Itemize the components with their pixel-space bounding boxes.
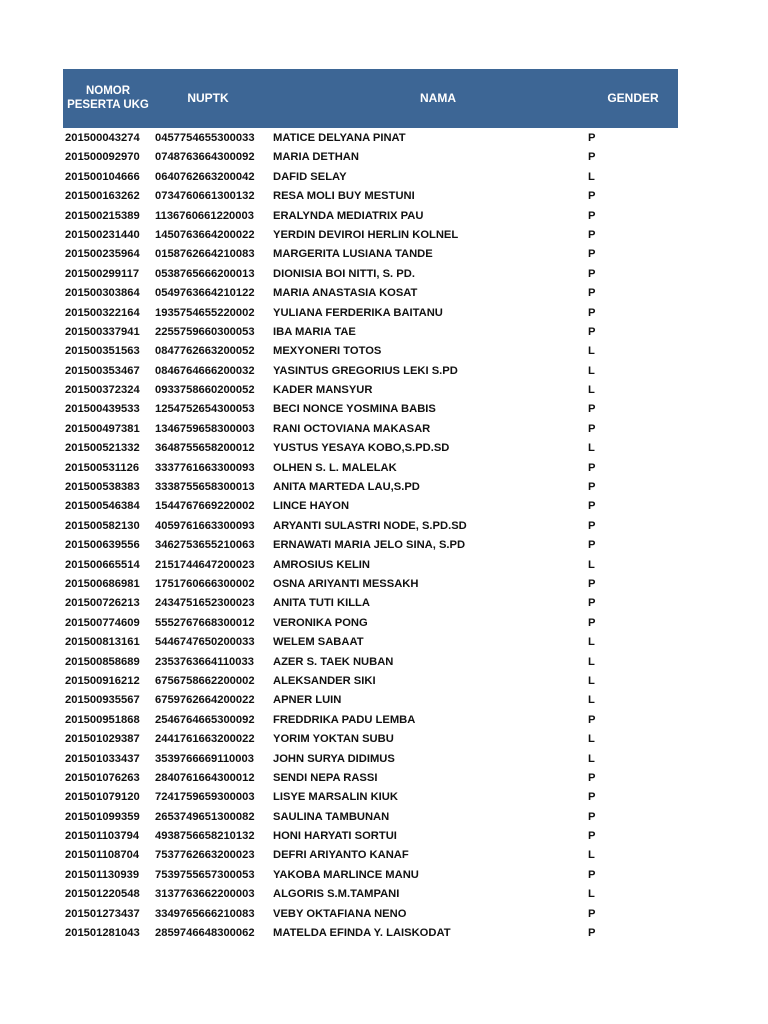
cell-gender: P xyxy=(588,190,596,203)
table-row xyxy=(63,574,678,593)
cell-nomor-peserta: 201500858689 xyxy=(65,655,140,668)
cell-gender: P xyxy=(588,287,596,300)
cell-gender: P xyxy=(588,597,596,610)
cell-nuptk: 0640762663200042 xyxy=(155,170,255,183)
cell-nuptk: 2255759660300053 xyxy=(155,325,255,338)
cell-gender: P xyxy=(588,927,596,940)
table-row xyxy=(63,768,678,787)
cell-nama: VERONIKA PONG xyxy=(273,616,368,629)
cell-gender: L xyxy=(588,674,595,687)
cell-nuptk: 3349765666210083 xyxy=(155,907,255,920)
table-row xyxy=(63,884,678,903)
cell-nuptk: 0847762663200052 xyxy=(155,345,255,358)
table-row xyxy=(63,845,678,864)
cell-gender: P xyxy=(588,403,596,416)
cell-nama: WELEM SABAAT xyxy=(273,636,364,649)
cell-gender: P xyxy=(588,500,596,513)
cell-nama: FREDDRIKA PADU LEMBA xyxy=(273,713,416,726)
cell-nama: OSNA ARIYANTI MESSAKH xyxy=(273,577,419,590)
cell-nomor-peserta: 201500353467 xyxy=(65,364,140,377)
cell-gender: P xyxy=(588,713,596,726)
cell-nomor-peserta: 201501029387 xyxy=(65,733,140,746)
cell-nomor-peserta: 201500337941 xyxy=(65,325,140,338)
cell-gender: P xyxy=(588,810,596,823)
cell-gender: L xyxy=(588,364,595,377)
cell-gender: P xyxy=(588,325,596,338)
table-row xyxy=(63,399,678,418)
cell-nomor-peserta: 201500043274 xyxy=(65,132,140,144)
cell-nama: ALEKSANDER SIKI xyxy=(273,674,376,687)
cell-nama: SENDI NEPA RASSI xyxy=(273,771,378,784)
cell-gender: L xyxy=(588,170,595,183)
table-row xyxy=(63,283,678,302)
table-row xyxy=(63,186,678,205)
cell-gender: P xyxy=(588,577,596,590)
cell-nomor-peserta: 201500235964 xyxy=(65,248,140,261)
table-row xyxy=(63,477,678,496)
table-header xyxy=(63,69,678,128)
header-nomor-peserta xyxy=(63,84,153,112)
cell-nuptk: 6759762664200022 xyxy=(155,694,255,707)
cell-gender: P xyxy=(588,539,596,552)
cell-nama: MARIA DETHAN xyxy=(273,151,359,164)
cell-nama: LISYE MARSALIN KIUK xyxy=(273,791,398,804)
cell-nomor-peserta: 201500521332 xyxy=(65,442,140,455)
cell-nuptk: 1544767669220002 xyxy=(155,500,255,513)
cell-nuptk: 2653749651300082 xyxy=(155,810,255,823)
cell-nomor-peserta: 201500665514 xyxy=(65,558,140,571)
cell-gender: P xyxy=(588,519,596,532)
cell-gender: L xyxy=(588,442,595,455)
cell-nuptk: 2441761663200022 xyxy=(155,733,255,746)
cell-nuptk: 3648755658200012 xyxy=(155,442,255,455)
cell-nama: DEFRI ARIYANTO KANAF xyxy=(273,849,409,862)
cell-nuptk: 2353763664110033 xyxy=(155,655,254,668)
table-row xyxy=(63,303,678,322)
cell-nama: AZER S. TAEK NUBAN xyxy=(273,655,394,668)
cell-nama: VEBY OKTAFIANA NENO xyxy=(273,907,407,920)
table-row xyxy=(63,225,678,244)
cell-gender: L xyxy=(588,752,595,765)
cell-nomor-peserta: 201500372324 xyxy=(65,384,140,397)
cell-gender: P xyxy=(588,132,596,144)
cell-nomor-peserta: 201500546384 xyxy=(65,500,140,513)
cell-nomor-peserta: 201500303864 xyxy=(65,287,140,300)
cell-nomor-peserta: 201500639556 xyxy=(65,539,140,552)
cell-gender: L xyxy=(588,733,595,746)
cell-nuptk: 3462753655210063 xyxy=(155,539,255,552)
cell-nama: DIONISIA BOI NITTI, S. PD. xyxy=(273,267,415,280)
table-row xyxy=(63,710,678,729)
cell-nomor-peserta: 201500497381 xyxy=(65,422,140,435)
cell-gender: P xyxy=(588,830,596,843)
header-nama: NAMA xyxy=(420,91,456,105)
table-row xyxy=(63,613,678,632)
table-row xyxy=(63,419,678,438)
cell-nama: MARGERITA LUSIANA TANDE xyxy=(273,248,433,261)
table-row xyxy=(63,516,678,535)
cell-nomor-peserta: 201501099359 xyxy=(65,810,140,823)
cell-nama: OLHEN S. L. MALELAK xyxy=(273,461,397,474)
cell-nomor-peserta: 201501108704 xyxy=(65,849,140,862)
cell-nuptk: 2840761664300012 xyxy=(155,771,255,784)
header-nomor-line1: NOMOR xyxy=(85,85,131,97)
cell-gender: P xyxy=(588,209,596,222)
cell-nama: BECI NONCE YOSMINA BABIS xyxy=(273,403,436,416)
cell-nomor-peserta: 201500935567 xyxy=(65,694,140,707)
cell-nomor-peserta: 201500092970 xyxy=(65,151,140,164)
table-row xyxy=(63,322,678,341)
cell-gender: P xyxy=(588,248,596,261)
table-row xyxy=(63,496,678,515)
cell-nomor-peserta: 201500215389 xyxy=(65,209,140,222)
cell-gender: P xyxy=(588,771,596,784)
cell-nuptk: 3337761663300093 xyxy=(155,461,255,474)
cell-nuptk: 0538765666200013 xyxy=(155,267,255,280)
table-row xyxy=(63,865,678,884)
cell-gender: P xyxy=(588,267,596,280)
cell-nama: APNER LUIN xyxy=(273,694,342,707)
cell-nama: KADER MANSYUR xyxy=(273,384,373,397)
cell-nuptk: 3539766669110003 xyxy=(155,752,254,765)
cell-nomor-peserta: 201500951868 xyxy=(65,713,140,726)
cell-nuptk: 2434751652300023 xyxy=(155,597,255,610)
table-row xyxy=(63,787,678,806)
cell-nuptk: 1346759658300003 xyxy=(155,422,255,435)
table-row xyxy=(63,361,678,380)
cell-gender: L xyxy=(588,636,595,649)
cell-nama: AMROSIUS KELIN xyxy=(273,558,370,571)
cell-nomor-peserta: 201500538383 xyxy=(65,481,140,494)
cell-nama: MATICE DELYANA PINAT xyxy=(273,132,406,144)
cell-nuptk: 1935754655220002 xyxy=(155,306,255,319)
cell-nama: MATELDA EFINDA Y. LAISKODAT xyxy=(273,927,451,940)
table-row xyxy=(63,458,678,477)
table-row xyxy=(63,128,678,147)
cell-nama: YULIANA FERDERIKA BAITANU xyxy=(273,306,443,319)
table-row xyxy=(63,729,678,748)
table-row xyxy=(63,206,678,225)
cell-nama: ERALYNDA MEDIATRIX PAU xyxy=(273,209,424,222)
cell-nuptk: 0933758660200052 xyxy=(155,384,255,397)
cell-nuptk: 2859746648300062 xyxy=(155,927,255,940)
header-nuptk: NUPTK xyxy=(187,91,229,105)
cell-gender: L xyxy=(588,849,595,862)
cell-nama: IBA MARIA TAE xyxy=(273,325,356,338)
cell-nuptk: 7537762663200023 xyxy=(155,849,255,862)
cell-nuptk: 0734760661300132 xyxy=(155,190,255,203)
table-row xyxy=(63,555,678,574)
table-row xyxy=(63,438,678,457)
cell-nuptk: 4938756658210132 xyxy=(155,830,255,843)
cell-gender: P xyxy=(588,228,596,241)
cell-nuptk: 7539755657300053 xyxy=(155,868,255,881)
table-row xyxy=(63,593,678,612)
cell-nomor-peserta: 201500231440 xyxy=(65,228,140,241)
cell-gender: L xyxy=(588,655,595,668)
cell-nama: JOHN SURYA DIDIMUS xyxy=(273,752,395,765)
cell-gender: L xyxy=(588,888,595,901)
cell-nama: RANI OCTOVIANA MAKASAR xyxy=(273,422,431,435)
cell-nama: MEXYONERI TOTOS xyxy=(273,345,382,358)
table-row xyxy=(63,632,678,651)
cell-nomor-peserta: 201500916212 xyxy=(65,674,140,687)
cell-gender: L xyxy=(588,694,595,707)
cell-nama: ALGORIS S.M.TAMPANI xyxy=(273,888,400,901)
cell-nama: YAKOBA MARLINCE MANU xyxy=(273,868,419,881)
cell-nama: LINCE HAYON xyxy=(273,500,350,513)
cell-nomor-peserta: 201501220548 xyxy=(65,888,140,901)
header-nomor-line2: PESERTA UKG xyxy=(67,99,149,111)
table-row xyxy=(63,749,678,768)
cell-nuptk: 3338755658300013 xyxy=(155,481,255,494)
cell-nuptk: 1450763664200022 xyxy=(155,228,255,241)
cell-nomor-peserta: 201500439533 xyxy=(65,403,140,416)
cell-gender: L xyxy=(588,345,595,358)
cell-nuptk: 0748763664300092 xyxy=(155,151,255,164)
table-row xyxy=(63,167,678,186)
cell-gender: P xyxy=(588,461,596,474)
cell-nomor-peserta: 201500299117 xyxy=(65,267,140,280)
cell-nomor-peserta: 201500351563 xyxy=(65,345,140,358)
cell-nama: ANITA MARTEDA LAU,S.PD xyxy=(273,481,420,494)
cell-nomor-peserta: 201501076263 xyxy=(65,771,140,784)
cell-gender: P xyxy=(588,868,596,881)
table-row xyxy=(63,671,678,690)
cell-nuptk: 3137763662200003 xyxy=(155,888,255,901)
cell-nuptk: 6756758662200002 xyxy=(155,674,255,687)
table-row xyxy=(63,535,678,554)
cell-nomor-peserta: 201501273437 xyxy=(65,907,140,920)
cell-gender: P xyxy=(588,481,596,494)
table-body xyxy=(63,128,678,942)
cell-nuptk: 4059761663300093 xyxy=(155,519,255,532)
cell-nuptk: 1136760661220003 xyxy=(155,209,254,222)
cell-nomor-peserta: 201500582130 xyxy=(65,519,140,532)
cell-gender: L xyxy=(588,558,595,571)
cell-gender: P xyxy=(588,791,596,804)
cell-gender: P xyxy=(588,907,596,920)
table-row xyxy=(63,807,678,826)
cell-gender: P xyxy=(588,306,596,319)
cell-nomor-peserta: 201500322164 xyxy=(65,306,140,319)
cell-nuptk: 0158762664210083 xyxy=(155,248,255,261)
cell-nama: YERDIN DEVIROI HERLIN KOLNEL xyxy=(273,228,459,241)
cell-nama: YASINTUS GREGORIUS LEKI S.PD xyxy=(273,364,458,377)
cell-nomor-peserta: 201500813161 xyxy=(65,636,140,649)
cell-nomor-peserta: 201500726213 xyxy=(65,597,140,610)
cell-nama: ANITA TUTI KILLA xyxy=(273,597,370,610)
cell-nuptk: 2546764665300092 xyxy=(155,713,255,726)
header-gender: GENDER xyxy=(607,91,659,105)
cell-gender: L xyxy=(588,384,595,397)
table-row xyxy=(63,826,678,845)
table-row xyxy=(63,147,678,166)
cell-nomor-peserta: 201500774609 xyxy=(65,616,140,629)
participant-table xyxy=(63,69,678,942)
cell-nomor-peserta: 201500104666 xyxy=(65,170,140,183)
table-row xyxy=(63,652,678,671)
cell-gender: P xyxy=(588,151,596,164)
table-row xyxy=(63,923,678,942)
cell-gender: P xyxy=(588,422,596,435)
cell-nuptk: 0846764666200032 xyxy=(155,364,255,377)
cell-nuptk: 0549763664210122 xyxy=(155,287,255,300)
table-row xyxy=(63,244,678,263)
cell-nomor-peserta: 201500686981 xyxy=(65,577,140,590)
cell-nomor-peserta: 201501281043 xyxy=(65,927,140,940)
cell-nomor-peserta: 201501103794 xyxy=(65,830,140,843)
cell-nama: ERNAWATI MARIA JELO SINA, S.PD xyxy=(273,539,466,552)
cell-nama: MARIA ANASTASIA KOSAT xyxy=(273,287,418,300)
cell-nomor-peserta: 201501033437 xyxy=(65,752,140,765)
cell-nama: DAFID SELAY xyxy=(273,170,347,183)
table-row xyxy=(63,264,678,283)
cell-nomor-peserta: 201500163262 xyxy=(65,190,140,203)
cell-nama: YUSTUS YESAYA KOBO,S.PD.SD xyxy=(273,442,450,455)
cell-gender: P xyxy=(588,616,596,629)
cell-nuptk: 2151744647200023 xyxy=(155,558,255,571)
table-row xyxy=(63,341,678,360)
cell-nomor-peserta: 201500531126 xyxy=(65,461,140,474)
table-row xyxy=(63,380,678,399)
cell-nuptk: 1254752654300053 xyxy=(155,403,255,416)
table-row xyxy=(63,904,678,923)
cell-nuptk: 5446747650200033 xyxy=(155,636,255,649)
cell-nuptk: 0457754655300033 xyxy=(155,132,255,144)
table-row xyxy=(63,690,678,709)
cell-nama: HONI HARYATI SORTUI xyxy=(273,830,397,843)
cell-nomor-peserta: 201501130939 xyxy=(65,868,140,881)
cell-nama: YORIM YOKTAN SUBU xyxy=(273,733,394,746)
cell-nama: SAULINA TAMBUNAN xyxy=(273,810,390,823)
cell-nomor-peserta: 201501079120 xyxy=(65,791,140,804)
cell-nama: ARYANTI SULASTRI NODE, S.PD.SD xyxy=(273,519,467,532)
cell-nama: RESA MOLI BUY MESTUNI xyxy=(273,190,415,203)
cell-nuptk: 1751760666300002 xyxy=(155,577,255,590)
cell-nuptk: 7241759659300003 xyxy=(155,791,255,804)
cell-nuptk: 5552767668300012 xyxy=(155,616,255,629)
